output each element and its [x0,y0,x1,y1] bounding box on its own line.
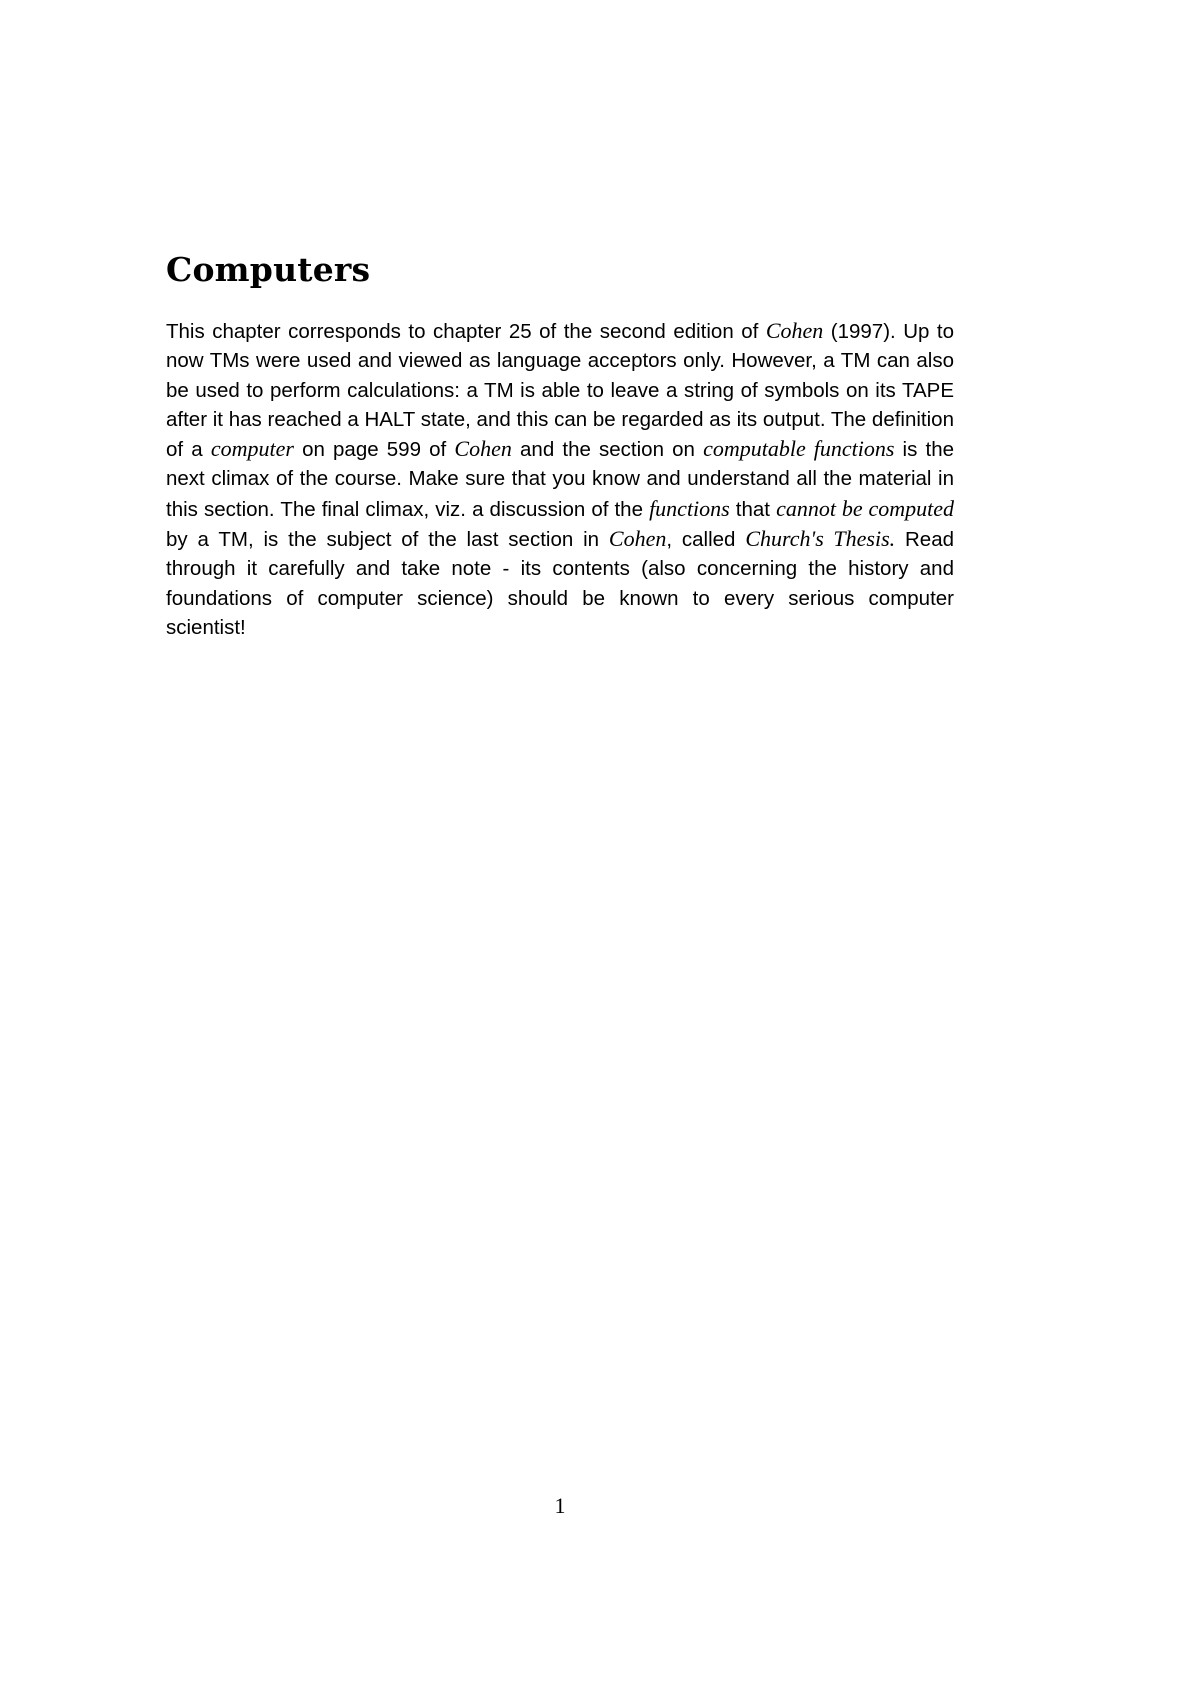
text-run: by a TM, is the subject of the last section in [166,528,609,552]
text-run: is the next climax of the course. Make sure that you know and understand all the material in this section. The final climax, viz. a discussion of the [166,438,955,521]
text-run: Read through it carefully and take note - its contents (also concerning the history and foundations of computer science) should be known to every serious computer scientist! [166,528,955,639]
text-run: (1997). Up to now TMs were used and viewed as language acceptors only. However, a TM can also be used to perform calculations: a TM is able to leave a string of symbols on its TAPE after it has reached a HALT state, and this can be regarded as its output. The definition of a [166,320,954,462]
chapter-heading: Computers [166,250,371,289]
italic-text-run: Church's Thesis. [745,526,896,552]
body-paragraph [166,316,954,642]
text-run: , called [666,528,746,552]
italic-text-run: computable functions [703,436,895,462]
italic-text-run: Cohen [454,436,512,462]
text-run: that [729,497,777,521]
text-run: on page 599 of [293,438,455,462]
italic-text-run: cannot be computed [776,495,954,521]
text-run: and the section on [511,438,704,462]
italic-text-run: computer [210,436,294,462]
italic-text-run: functions [649,495,730,521]
italic-text-run: Cohen [608,526,667,552]
page-number: 1 [554,1493,566,1518]
italic-text-run: Cohen [765,318,824,343]
text-run: This chapter corresponds to chapter 25 of the second edition of [166,320,766,343]
